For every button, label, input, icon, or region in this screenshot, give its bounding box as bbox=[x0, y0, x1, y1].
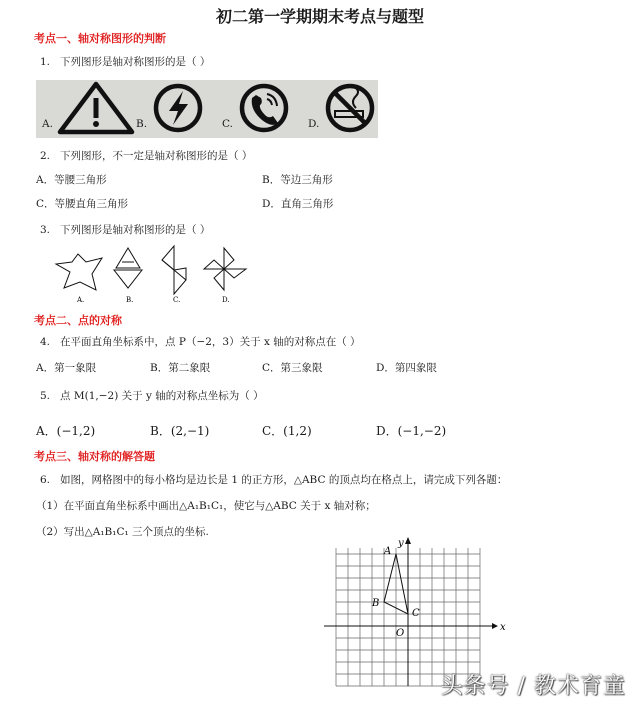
q5-option-d: D．(−1,−2) bbox=[376, 424, 447, 438]
question-number: 4. bbox=[40, 336, 51, 348]
watermark: 头条号 / 教术育童 bbox=[440, 674, 626, 699]
q2-option-a: A．等腰三角形 bbox=[36, 174, 107, 186]
q4-option-a: A．第一象限 bbox=[36, 362, 97, 374]
vertex-label-c: C bbox=[412, 608, 420, 619]
question-2 bbox=[40, 148, 252, 163]
q5-option-a: A．(−1,2) bbox=[36, 424, 96, 438]
q3-label-a: A. bbox=[77, 296, 85, 304]
question-3 bbox=[40, 222, 210, 237]
y-axis-label: y bbox=[398, 538, 404, 549]
q1-sign-strip bbox=[36, 80, 378, 138]
warning-triangle-icon bbox=[60, 84, 132, 132]
q5-option-b: B．(2,−1) bbox=[150, 424, 210, 438]
question-4 bbox=[40, 334, 361, 349]
q1-label-a: A. bbox=[42, 118, 53, 130]
q6-part-1: （1）在平面直角坐标系中画出△A₁B₁C₁，使它与△ABC 关于 x 轴对称； bbox=[36, 500, 376, 512]
q4-option-d: D．第四象限 bbox=[376, 362, 437, 374]
q1-label-b: B. bbox=[136, 118, 148, 130]
q3-figure-b bbox=[114, 248, 142, 288]
question-text: 下列图形是轴对称图形的是（ ） bbox=[60, 224, 211, 236]
vertex-label-b: B bbox=[372, 598, 380, 609]
vertex-label-a: A bbox=[384, 546, 392, 557]
q3-label-d: D. bbox=[222, 296, 230, 304]
question-text: 下列图形，不一定是轴对称图形的是（ ） bbox=[60, 150, 253, 162]
x-axis-label: x bbox=[500, 622, 506, 633]
section-heading-3: 考点三、轴对称的解答题 bbox=[34, 450, 155, 463]
q3-label-b: B. bbox=[126, 296, 134, 304]
q1-signs-figure bbox=[36, 80, 378, 138]
q2-option-b: B．等边三角形 bbox=[262, 174, 333, 186]
q1-label-d: D. bbox=[308, 118, 320, 130]
q3-figures bbox=[50, 240, 260, 308]
q1-label-c: C. bbox=[222, 118, 233, 130]
section-heading-2: 考点二、点的对称 bbox=[34, 314, 122, 327]
q3-figure-a bbox=[56, 254, 102, 290]
no-smoking-icon bbox=[328, 86, 372, 130]
q6-part-2: （2）写出△A₁B₁C₁ 三个顶点的坐标. bbox=[36, 526, 209, 538]
section-heading-1: 考点一、轴对称图形的判断 bbox=[34, 32, 166, 45]
question-number: 1. bbox=[40, 56, 51, 68]
question-5 bbox=[40, 388, 264, 403]
question-text: 点 M(1,−2) 关于 y 轴的对称点坐标为（ ） bbox=[60, 390, 264, 402]
question-1 bbox=[40, 54, 210, 69]
origin-label: O bbox=[396, 628, 405, 639]
question-number: 3. bbox=[40, 224, 51, 236]
q2-option-c: C．等腰直角三角形 bbox=[36, 198, 129, 210]
y-axis-arrow-icon bbox=[405, 537, 411, 544]
question-text: 在平面直角坐标系中，点 P（−2，3）关于 x 轴的对称点在（ ） bbox=[60, 336, 361, 348]
x-axis-arrow-icon bbox=[492, 623, 498, 629]
question-number: 2. bbox=[40, 150, 51, 162]
q2-option-d: D．直角三角形 bbox=[262, 198, 334, 210]
q3-figure-d bbox=[204, 248, 246, 290]
telephone-icon bbox=[242, 86, 286, 130]
question-text: 如图，网格图中的每小格均是边长是 1 的正方形，△ABC 的顶点均在格点上，请完成下列各题： bbox=[60, 474, 508, 486]
q3-figure-c bbox=[162, 246, 186, 294]
question-6 bbox=[40, 472, 507, 487]
question-number: 6. bbox=[40, 474, 51, 486]
question-number: 5. bbox=[40, 390, 51, 402]
q5-option-c: C．(1,2) bbox=[262, 424, 312, 438]
lightning-icon bbox=[156, 86, 200, 130]
q4-option-b: B．第二象限 bbox=[150, 362, 211, 374]
q4-option-c: C．第三象限 bbox=[262, 362, 323, 374]
question-text: 下列图形是轴对称图形的是（ ） bbox=[60, 56, 211, 68]
q3-label-c: C. bbox=[173, 296, 181, 304]
page-title: 初二第一学期期末考点与题型 bbox=[215, 7, 424, 26]
